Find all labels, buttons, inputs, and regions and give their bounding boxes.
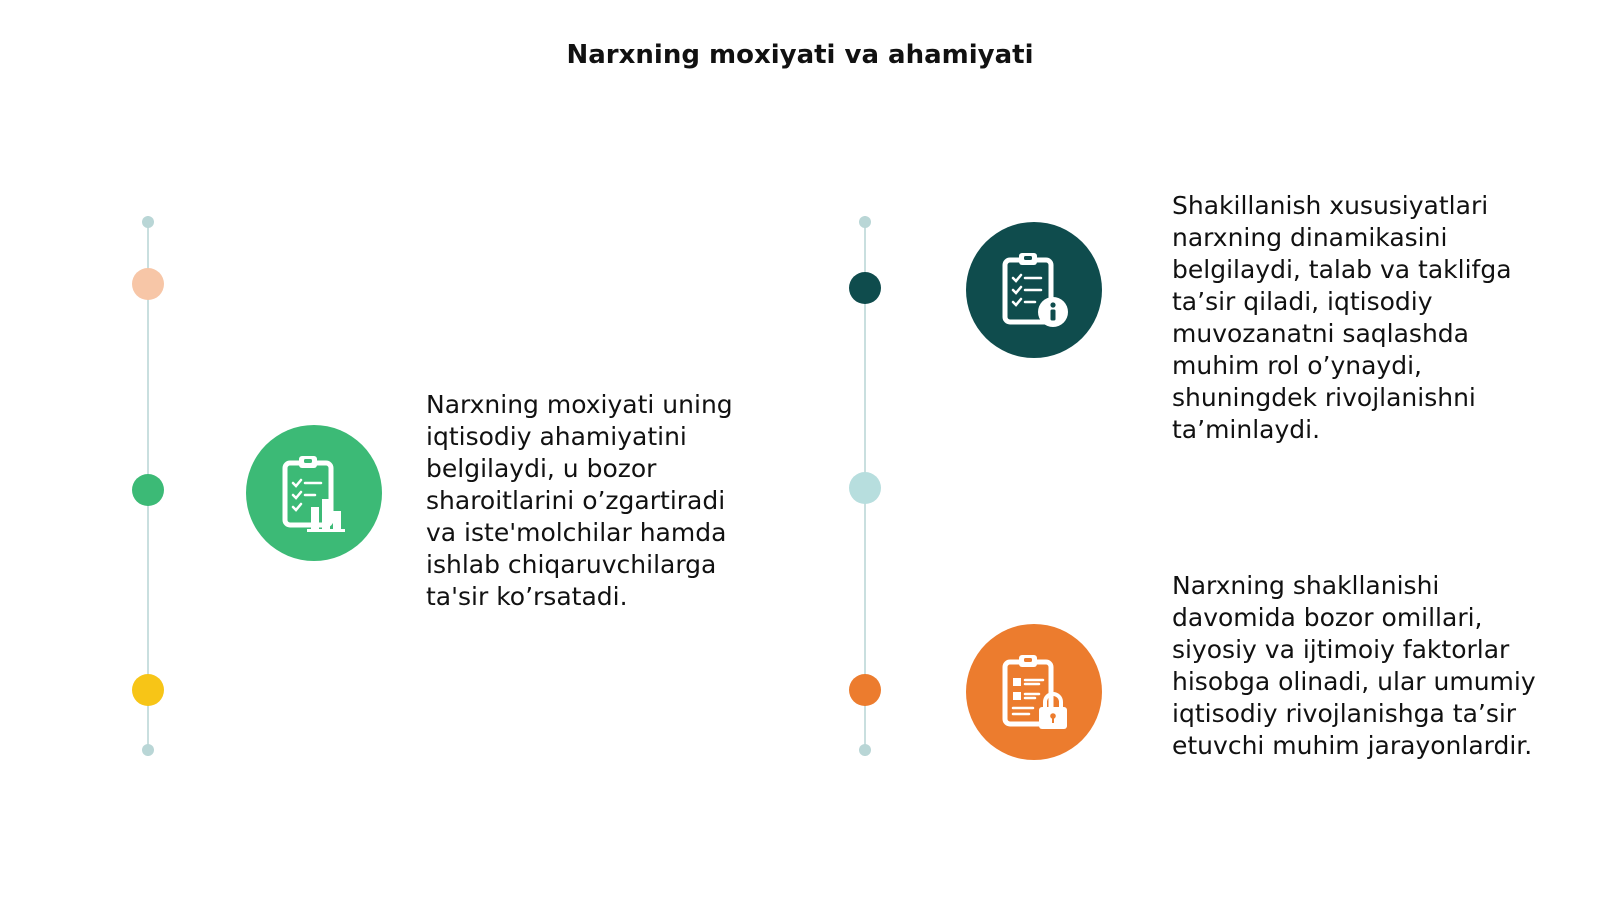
timeline-dot-peach <box>132 268 164 300</box>
item-description-2: Shakillanish xususiyatlari narxning dinamikasini belgilaydi, talab va taklifga ta’sir qiladi, iqtisodiy muvozanatni saqlashda muhim rol o’ynaydi, shuningdek rivojlanishni ta’minlaydi. <box>1172 191 1512 444</box>
timeline-dot-orange <box>849 674 881 706</box>
timeline-cap-top <box>142 216 154 228</box>
timeline-cap-top <box>859 216 871 228</box>
timeline-dot-teal-light <box>849 472 881 504</box>
timeline-cap-bottom <box>142 744 154 756</box>
clipboard-info-icon <box>997 250 1071 330</box>
timeline-dot-yellow <box>132 674 164 706</box>
icon-circle-orange <box>966 624 1102 760</box>
page-title: Narxning moxiyati va ahamiyati <box>566 40 1034 70</box>
timeline-cap-bottom <box>859 744 871 756</box>
clipboard-chart-icon <box>277 453 351 533</box>
item-description-1: Narxning moxiyati uning iqtisodiy ahamiyatini belgilaydi, u bozor sharoitlarini o’zgartiradi va iste'molchilar hamda ishlab chiqaruvchilarga ta'sir ko’rsatadi. <box>426 390 733 611</box>
clipboard-lock-icon <box>997 652 1071 732</box>
icon-circle-teal <box>966 222 1102 358</box>
timeline-dot-green <box>132 474 164 506</box>
timeline-dot-teal-dark <box>849 272 881 304</box>
icon-circle-green <box>246 425 382 561</box>
item-description-3: Narxning shakllanishi davomida bozor omillari, siyosiy va ijtimoiy faktorlar hisobga olinadi, ular umumiy iqtisodiy rivojlanishga ta’sir etuvchi muhim jarayonlardir. <box>1172 571 1536 760</box>
left-timeline <box>136 216 160 756</box>
right-timeline <box>853 216 877 756</box>
